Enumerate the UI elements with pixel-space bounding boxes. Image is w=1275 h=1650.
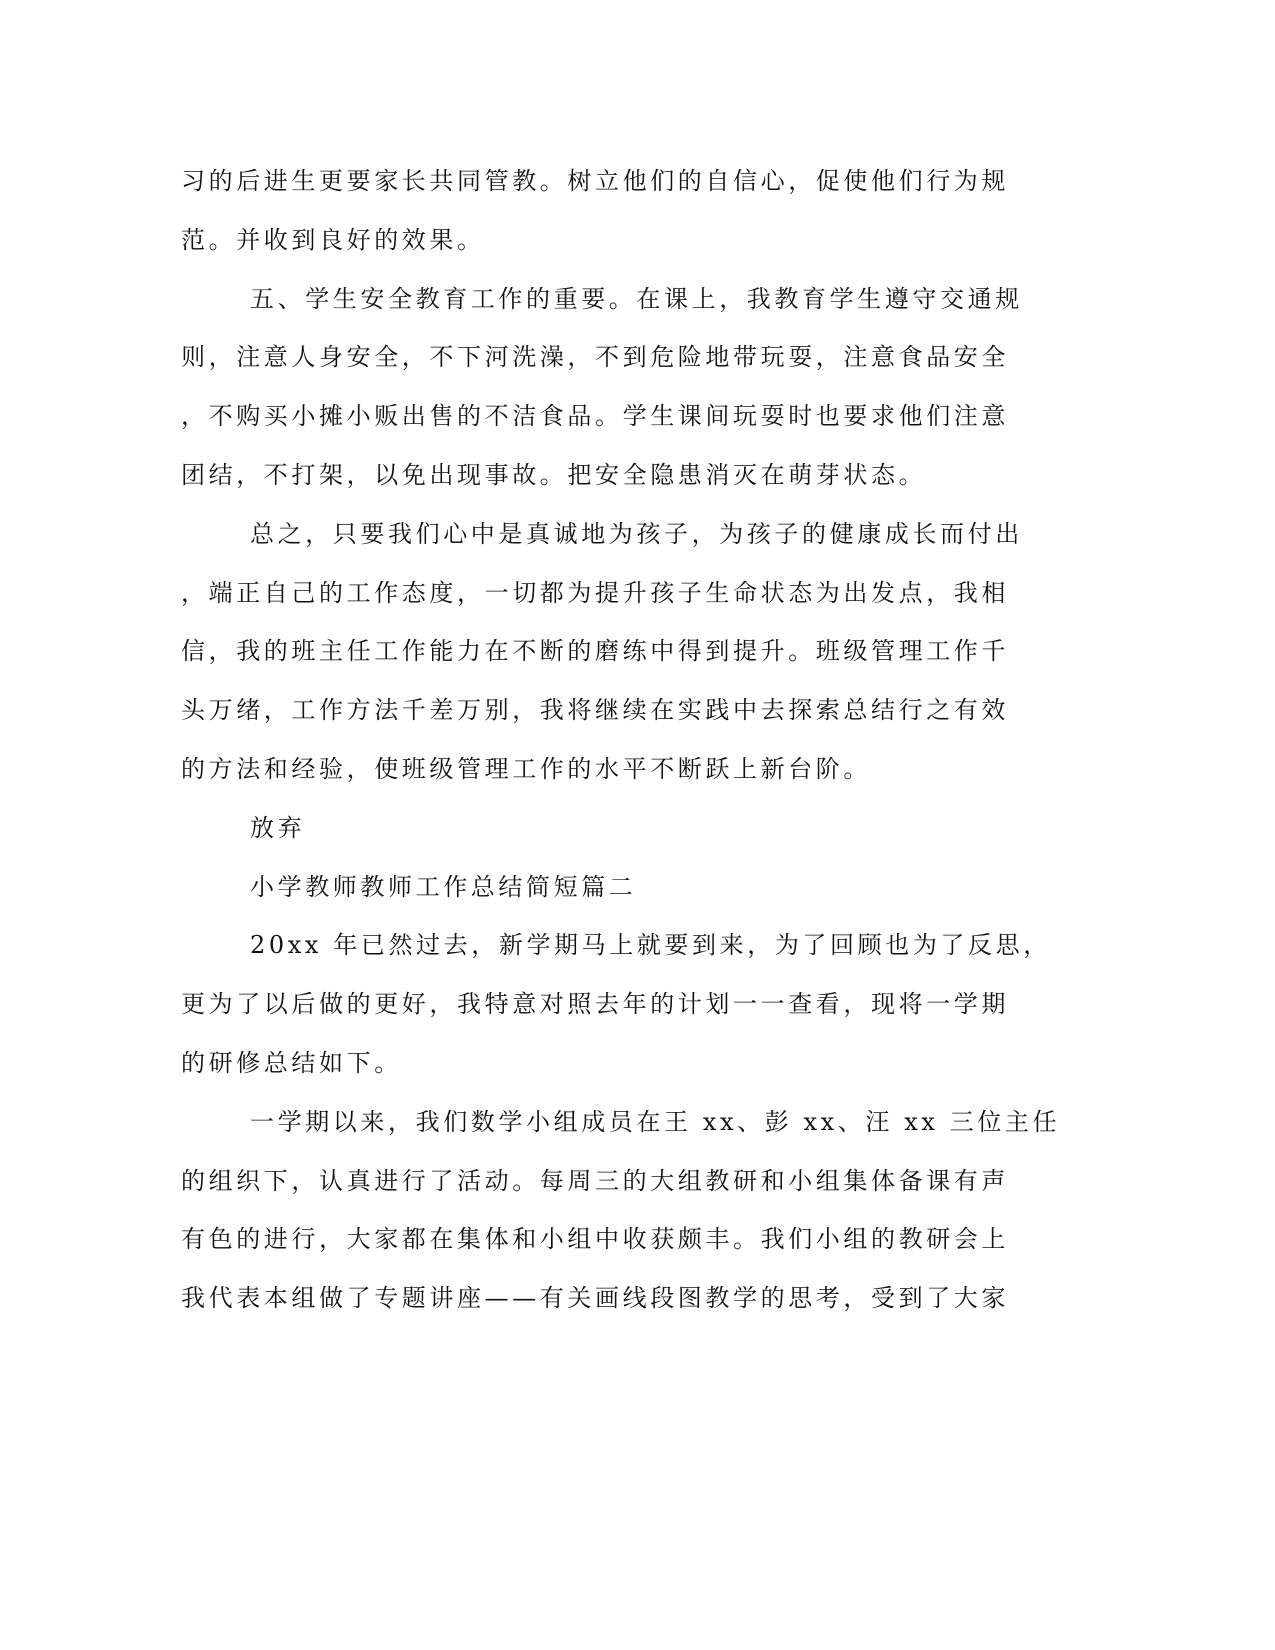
- paragraph-start-line: 总之，只要我们心中是真诚地为孩子，为孩子的健康成长而付出: [250, 519, 1023, 548]
- document-page: [181, 152, 1061, 1328]
- paragraph-start-line: 五、学生安全教育工作的重要。在课上，我教育学生遵守交通规: [250, 284, 1023, 313]
- paragraph-start-line: 20xx 年已然过去，新学期马上就要到来，为了回顾也为了反思，: [250, 931, 1051, 960]
- text-line: 的研修总结如下。: [181, 1048, 402, 1077]
- text-line: ，不购买小摊小贩出售的不洁食品。学生课间玩耍时也要求他们注意: [181, 402, 1009, 431]
- text-line: 信，我的班主任工作能力在不断的磨练中得到提升。班级管理工作千: [181, 637, 1009, 666]
- text-line: 有色的进行，大家都在集体和小组中收获颇丰。我们小组的教研会上: [181, 1225, 1009, 1254]
- text-line: 则，注意人身安全，不下河洗澡，不到危险地带玩耍，注意食品安全: [181, 343, 1009, 372]
- text-line: 头万绪，工作方法千差万别，我将继续在实践中去探索总结行之有效: [181, 696, 1009, 725]
- text-line: 团结，不打架，以免出现事故。把安全隐患消灭在萌芽状态。: [181, 460, 927, 489]
- text-line: 范。并收到良好的效果。: [181, 225, 485, 254]
- text-line: 我代表本组做了专题讲座——有关画线段图教学的思考，受到了大家: [181, 1284, 1009, 1313]
- section-heading: 小学教师教师工作总结简短篇二: [250, 872, 637, 901]
- text-line: 更为了以后做的更好，我特意对照去年的计划一一查看，现将一学期: [181, 990, 1009, 1019]
- text-line: 习的后进生更要家长共同管教。树立他们的自信心，促使他们行为规: [181, 167, 1009, 195]
- text-line: 的方法和经验，使班级管理工作的水平不断跃上新台阶。: [181, 754, 871, 783]
- text-line: ，端正自己的工作态度，一切都为提升孩子生命状态为出发点，我相: [181, 578, 1009, 607]
- text-line: 的组织下，认真进行了活动。每周三的大组教研和小组集体备课有声: [181, 1166, 1009, 1195]
- paragraph-start-line: 放弃: [250, 813, 306, 842]
- paragraph-start-line: 一学期以来，我们数学小组成员在王 xx、彭 xx、汪 xx 三位主任: [250, 1107, 1061, 1136]
